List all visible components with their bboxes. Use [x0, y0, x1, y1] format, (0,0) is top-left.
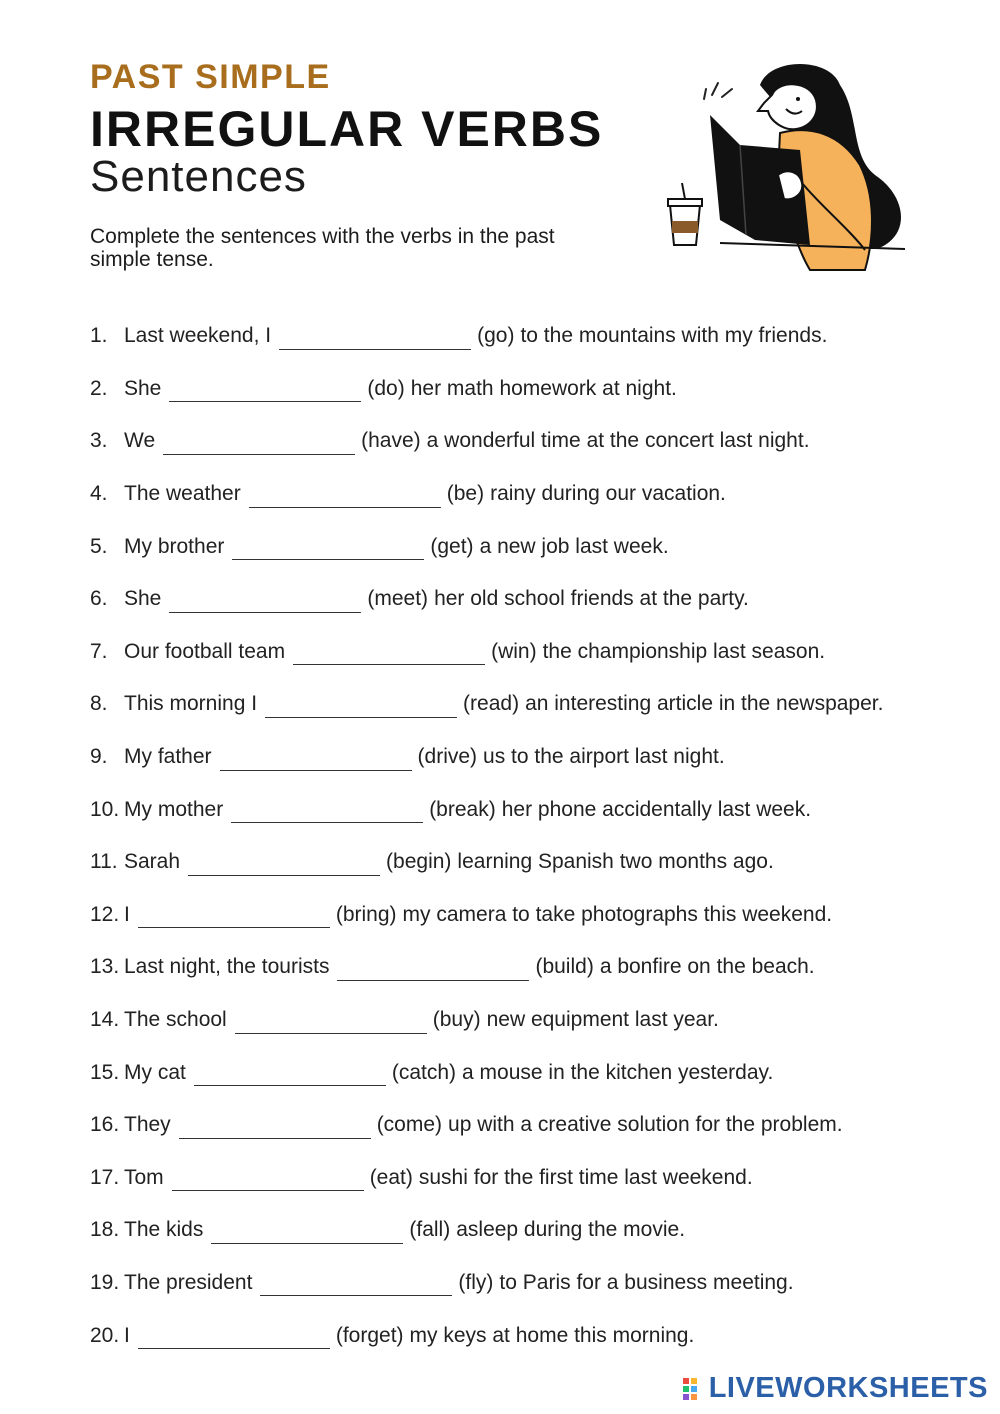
- verb-hint: (meet): [367, 587, 429, 611]
- verb-hint: (be): [446, 482, 485, 506]
- instructions-text: Complete the sentences with the verbs in the past simple tense.: [90, 225, 555, 271]
- answer-blank[interactable]: [169, 379, 361, 402]
- sentence-start: I: [124, 1323, 130, 1347]
- sentence-end: a wonderful time at the concert last night.: [426, 429, 810, 453]
- sentence-number: 7.: [90, 639, 108, 663]
- sentence-number: 1.: [90, 324, 108, 348]
- sentence-start: My brother: [124, 534, 225, 558]
- sentence-end: us to the airport last night.: [483, 745, 725, 769]
- answer-blank[interactable]: [138, 1326, 330, 1349]
- sentence-item: [90, 994, 970, 1047]
- verb-hint: (fly): [458, 1270, 494, 1294]
- sentence-item: [90, 363, 970, 416]
- verb-hint: (forget): [335, 1323, 404, 1347]
- sentence-start: Sarah: [124, 850, 181, 874]
- sentence-start: The kids: [124, 1218, 204, 1242]
- sentence-item: [90, 836, 970, 889]
- verb-hint: (catch): [391, 1060, 457, 1084]
- sentence-start: My mother: [124, 797, 224, 821]
- verb-hint: (have): [361, 429, 421, 453]
- answer-blank[interactable]: [279, 327, 471, 350]
- sentence-item: [90, 889, 970, 942]
- sentence-number: 19.: [90, 1270, 120, 1294]
- sentence-number: 17.: [90, 1165, 120, 1189]
- answer-blank[interactable]: [231, 800, 423, 823]
- liveworksheets-logo-icon: [683, 1376, 705, 1402]
- verb-hint: (buy): [432, 1008, 481, 1032]
- sentence-number: 8.: [90, 692, 108, 716]
- sentence-end: sushi for the first time last weekend.: [418, 1165, 753, 1189]
- sentence-number: 6.: [90, 587, 108, 611]
- sentence-number: 10.: [90, 797, 120, 821]
- worksheet-subtitle: Sentences: [90, 152, 307, 201]
- sentence-item: [90, 626, 970, 679]
- sentence-item: [90, 310, 970, 363]
- answer-blank[interactable]: [260, 1273, 452, 1296]
- answer-blank[interactable]: [265, 695, 457, 718]
- sentence-end: a mouse in the kitchen yesterday.: [462, 1060, 774, 1084]
- sentence-item: [90, 415, 970, 468]
- sentence-start: She: [124, 587, 162, 611]
- sentence-start: The president: [124, 1270, 253, 1294]
- answer-blank[interactable]: [179, 1116, 371, 1139]
- sentence-end: an interesting article in the newspaper.: [525, 692, 884, 716]
- woman-reading-illustration: [660, 55, 920, 285]
- sentence-item: [90, 1257, 970, 1310]
- sentence-end: the championship last season.: [542, 639, 826, 663]
- answer-blank[interactable]: [188, 853, 380, 876]
- sentence-item: [90, 678, 970, 731]
- liveworksheets-logo-text: LIVEWORKSHEETS: [708, 1372, 988, 1404]
- sentence-end: to Paris for a business meeting.: [499, 1270, 794, 1294]
- sentence-item: [90, 573, 970, 626]
- sentence-number: 11.: [90, 850, 118, 874]
- sentence-end: rainy during our vacation.: [490, 482, 726, 506]
- verb-hint: (read): [463, 692, 520, 716]
- verb-hint: (win): [491, 639, 537, 663]
- sentence-item: [90, 1046, 970, 1099]
- sentence-number: 20.: [90, 1323, 120, 1347]
- sentence-number: 4.: [90, 482, 108, 506]
- sentence-item: [90, 1099, 970, 1152]
- verb-hint: (begin): [386, 850, 452, 874]
- sentence-start: The weather: [124, 482, 241, 506]
- sentence-start: Our football team: [124, 639, 286, 663]
- sentence-number: 14.: [90, 1008, 120, 1032]
- sentence-item: [90, 731, 970, 784]
- answer-blank[interactable]: [235, 1011, 427, 1034]
- sentence-start: Last weekend, I: [124, 324, 272, 348]
- sentence-item: [90, 1309, 970, 1362]
- sentence-end: her math homework at night.: [410, 376, 677, 400]
- answer-blank[interactable]: [194, 1063, 386, 1086]
- worksheet-title: IRREGULAR VERBS: [90, 101, 604, 157]
- answer-blank[interactable]: [163, 432, 355, 455]
- sentence-item: [90, 941, 970, 994]
- answer-blank[interactable]: [169, 590, 361, 613]
- liveworksheets-logo: [683, 1372, 988, 1405]
- sentence-start: They: [124, 1113, 171, 1137]
- sentence-end: to the mountains with my friends.: [520, 324, 828, 348]
- sentence-start: We: [124, 429, 156, 453]
- verb-hint: (go): [477, 324, 515, 348]
- verb-hint: (bring): [335, 902, 397, 926]
- sentence-start: Tom: [124, 1165, 164, 1189]
- sentence-number: 9.: [90, 745, 108, 769]
- sentence-number: 2.: [90, 376, 108, 400]
- sentence-end: her phone accidentally last week.: [501, 797, 812, 821]
- sentence-number: 16.: [90, 1113, 120, 1137]
- sentence-end: my camera to take photographs this weekend.: [402, 902, 833, 926]
- answer-blank[interactable]: [232, 537, 424, 560]
- verb-hint: (get): [430, 534, 474, 558]
- sentence-end: up with a creative solution for the problem.: [448, 1113, 843, 1137]
- sentence-item: [90, 783, 970, 836]
- verb-hint: (come): [376, 1113, 443, 1137]
- sentence-item: [90, 468, 970, 521]
- sentence-start: My cat: [124, 1060, 186, 1084]
- answer-blank[interactable]: [172, 1168, 364, 1191]
- answer-blank[interactable]: [220, 748, 412, 771]
- answer-blank[interactable]: [337, 958, 529, 981]
- sentence-end: a bonfire on the beach.: [599, 955, 815, 979]
- verb-hint: (break): [429, 797, 496, 821]
- sentence-end: new equipment last year.: [486, 1008, 719, 1032]
- sentence-number: 13.: [90, 955, 120, 979]
- sentence-end: my keys at home this morning.: [409, 1323, 695, 1347]
- sentence-start: The school: [124, 1008, 227, 1032]
- sentence-number: 3.: [90, 429, 108, 453]
- sentence-item: [90, 1204, 970, 1257]
- sentence-start: Last night, the tourists: [124, 955, 330, 979]
- verb-hint: (fall): [409, 1218, 451, 1242]
- sentence-end: learning Spanish two months ago.: [457, 850, 774, 874]
- sentence-end: a new job last week.: [479, 534, 669, 558]
- verb-hint: (eat): [369, 1165, 413, 1189]
- answer-blank[interactable]: [211, 1221, 403, 1244]
- verb-hint: (do): [367, 376, 405, 400]
- sentence-number: 5.: [90, 534, 108, 558]
- sentence-number: 12.: [90, 902, 120, 926]
- sentence-item: [90, 1152, 970, 1205]
- worksheet-kicker: PAST SIMPLE: [90, 58, 331, 96]
- sentence-start: She: [124, 376, 162, 400]
- answer-blank[interactable]: [293, 642, 485, 665]
- sentence-number: 18.: [90, 1218, 120, 1242]
- verb-hint: (drive): [417, 745, 478, 769]
- sentence-end: asleep during the movie.: [456, 1218, 686, 1242]
- answer-blank[interactable]: [138, 905, 330, 928]
- sentence-list: [90, 310, 970, 1362]
- sentence-start: My father: [124, 745, 212, 769]
- sentence-number: 15.: [90, 1060, 120, 1084]
- sentence-end: her old school friends at the party.: [434, 587, 749, 611]
- sentence-start: This morning I: [124, 692, 258, 716]
- verb-hint: (build): [535, 955, 594, 979]
- sentence-item: [90, 520, 970, 573]
- answer-blank[interactable]: [249, 485, 441, 508]
- sentence-start: I: [124, 902, 130, 926]
